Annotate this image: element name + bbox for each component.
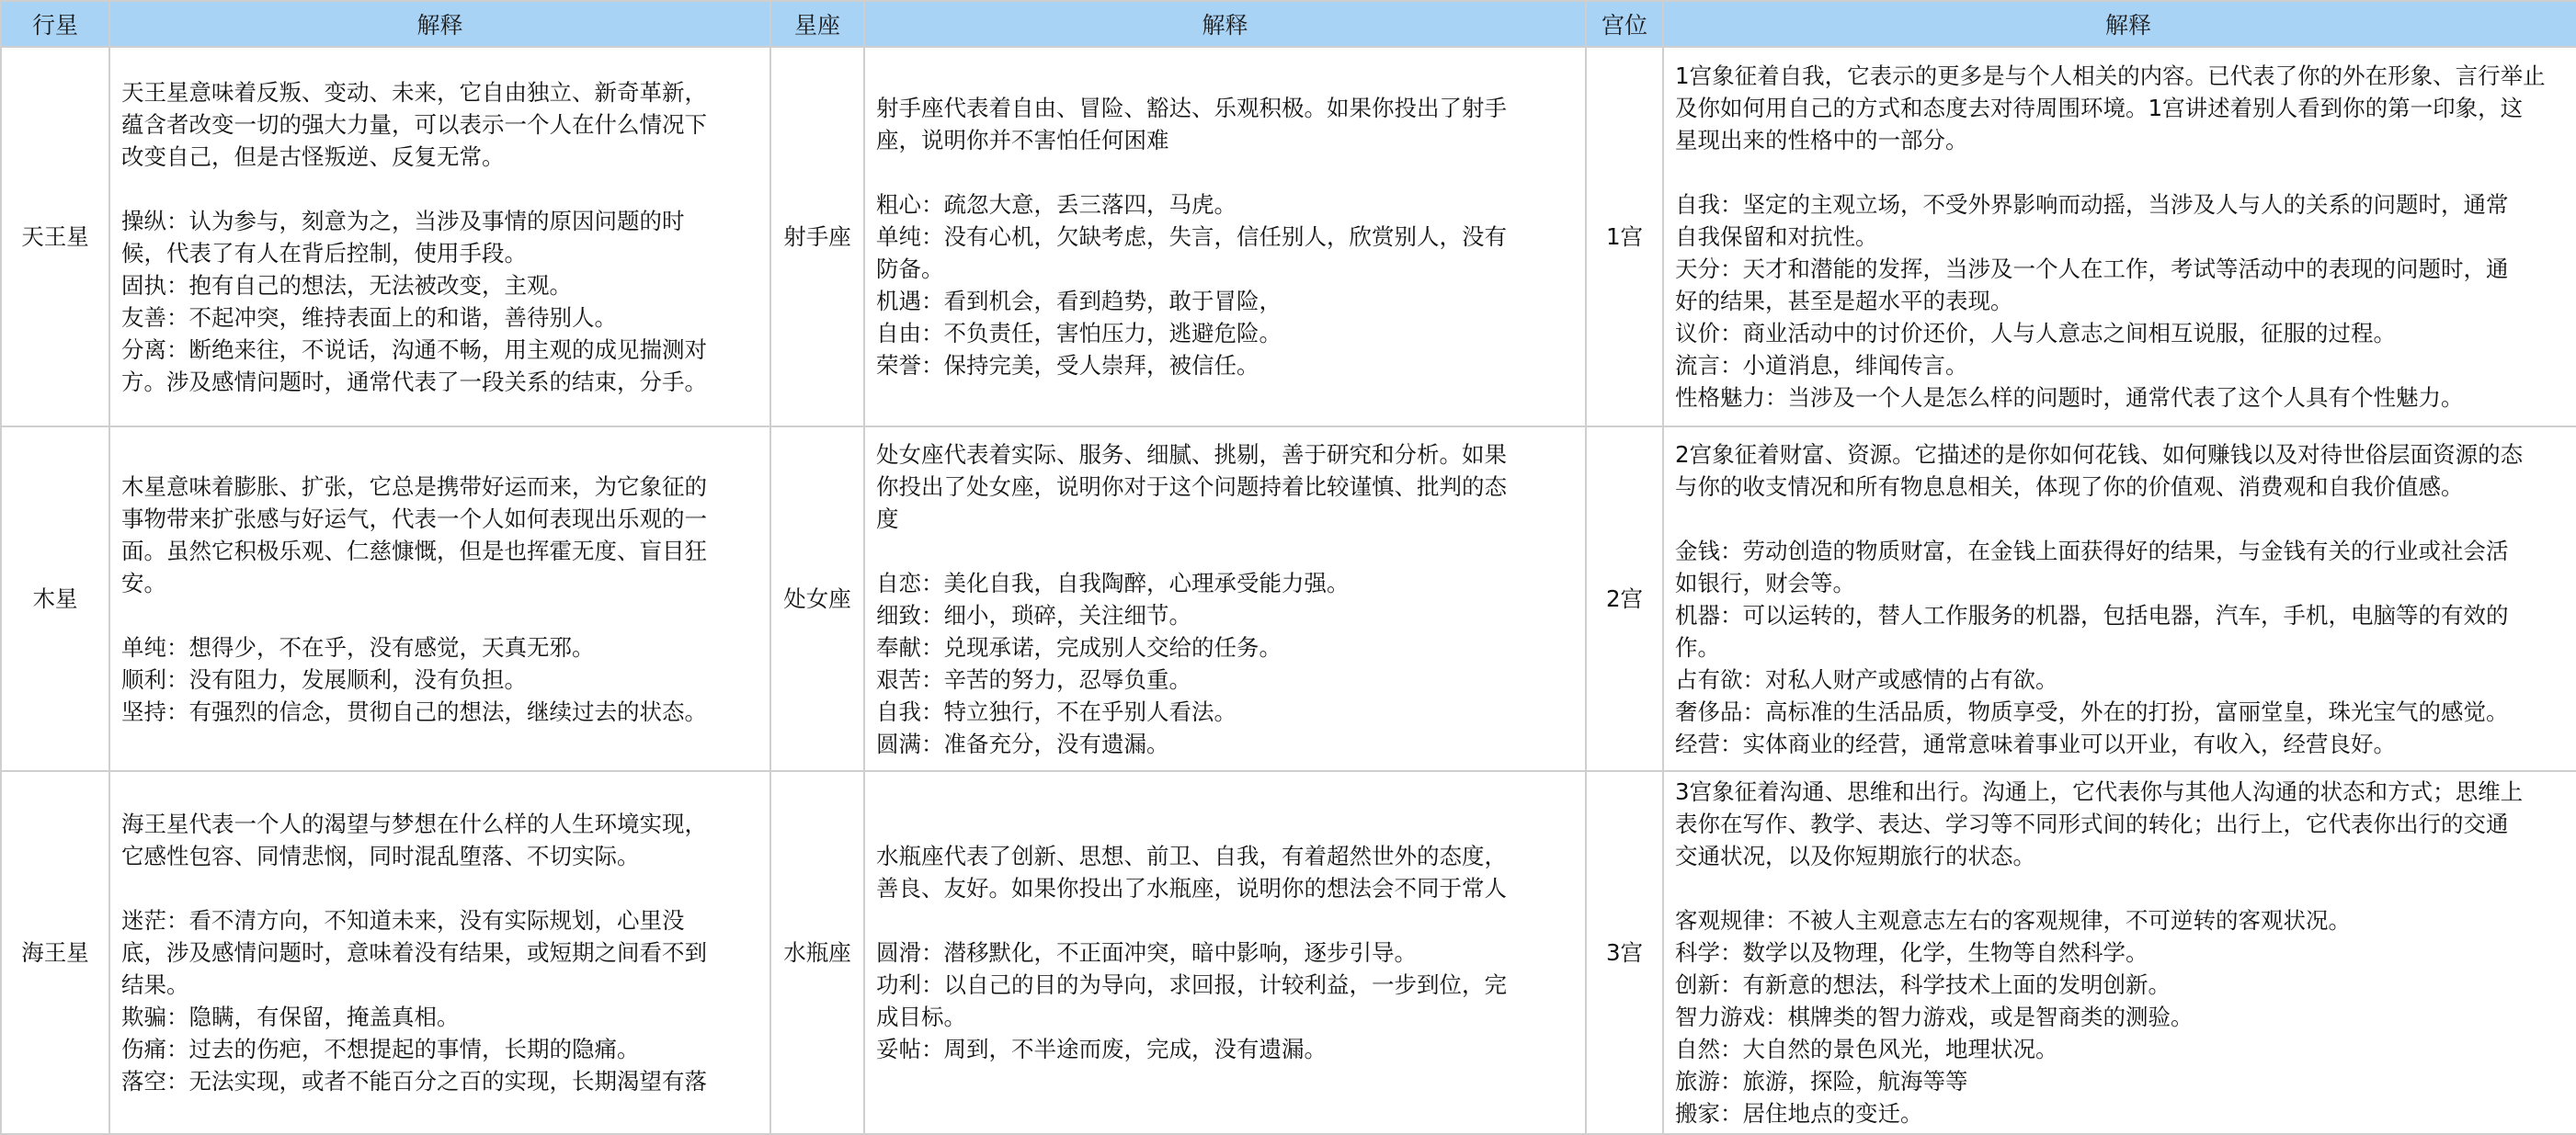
planet-cell[interactable]: 海王星 [1,771,109,1134]
header-house[interactable]: 宫位 [1586,1,1663,47]
header-planet[interactable]: 行星 [1,1,109,47]
header-sign[interactable]: 星座 [770,1,864,47]
house-explanation-cell[interactable]: 1宫象征着自我，它表示的更多是与个人相关的内容。已代表了你的外在形象、言行举止 及你如何用自己的方式和态度去对待周围环境。1宫讲述着别人看到你的第一印象，这 星现出来的性格中的一部分。 自我：坚定的主观立场，不受外界影响而动摇，当涉及人与人的关系的问题时，通常 自我保留和对抗性。 天分：天才和潜能的发挥，当涉及一个人在工作，考试等活动中的表现的问题时，通 好的结果，甚至是超水平的表现。 议价：商业活动中的讨价还价，人与人意志之间相互说服，征服的过程。 流言：小道消息，绯闻传言。 性格魅力：当涉及一个人是怎么样的问题时，通常代表了这个人具有个性魅力。 [1663,47,2576,426]
house-cell[interactable]: 1宫 [1586,47,1663,426]
sign-explanation-cell[interactable]: 射手座代表着自由、冒险、豁达、乐观积极。如果你投出了射手 座，说明你并不害怕任何困难 粗心：疏忽大意，丢三落四，马虎。 单纯：没有心机，欠缺考虑，失言，信任别人，欣赏别人，没有 防备。 机遇：看到机会，看到趋势，敢于冒险， 自由：不负责任，害怕压力，逃避危险。 荣誉：保持完美，受人崇拜，被信任。 [864,47,1586,426]
planet-explanation-cell[interactable]: 海王星代表一个人的渴望与梦想在什么样的人生环境实现， 它感性包容、同情悲悯，同时混乱堕落、不切实际。 迷茫：看不清方向，不知道未来，没有实际规划，心里没 底，涉及感情问题时，意味着没有结果，或短期之间看不到 结果。 欺骗：隐瞒，有保留，掩盖真相。 伤痛：过去的伤疤，不想提起的事情，长期的隐痛。 落空：无法实现，或者不能百分之百的实现，长期渴望有落 [109,771,770,1134]
sign-cell[interactable]: 处女座 [770,426,864,771]
header-sign-explanation[interactable]: 解释 [864,1,1586,47]
sign-explanation-cell[interactable]: 水瓶座代表了创新、思想、前卫、自我，有着超然世外的态度， 善良、友好。如果你投出了水瓶座，说明你的想法会不同于常人 圆滑：潜移默化，不正面冲突，暗中影响，逐步引导。 功利：以自己的目的为导向，求回报，计较利益，一步到位，完 成目标。 妥帖：周到，不半途而废，完成，没有遗漏。 [864,771,1586,1134]
house-explanation-cell[interactable]: 2宫象征着财富、资源。它描述的是你如何花钱、如何赚钱以及对待世俗层面资源的态 与你的收支情况和所有物息息相关，体现了你的价值观、消费观和自我价值感。 金钱：劳动创造的物质财富，在金钱上面获得好的结果，与金钱有关的行业或社会活 如银行，财会等。 机器：可以运转的，替人工作服务的机器，包括电器，汽车，手机，电脑等的有效的 作。 占有欲：对私人财产或感情的占有欲。 奢侈品：高标准的生活品质，物质享受，外在的打扮，富丽堂皇，珠光宝气的感觉。 经营：实体商业的经营，通常意味着事业可以开业，有收入，经营良好。 [1663,426,2576,771]
planet-explanation-cell[interactable]: 天王星意味着反叛、变动、未来，它自由独立、新奇革新， 蕴含者改变一切的强大力量，可以表示一个人在什么情况下 改变自己，但是古怪叛逆、反复无常。 操纵：认为参与，刻意为之，当涉及事情的原因问题的时 候，代表了有人在背后控制，使用手段。 固执：抱有自己的想法，无法被改变，主观。 友善：不起冲突，维持表面上的和谐，善待别人。 分离：断绝来往，不说话，沟通不畅，用主观的成见揣测对 方。涉及感情问题时，通常代表了一段关系的结束，分手。 [109,47,770,426]
planet-cell[interactable]: 木星 [1,426,109,771]
header-row [1,1,2576,47]
sign-cell[interactable]: 水瓶座 [770,771,864,1134]
sign-cell[interactable]: 射手座 [770,47,864,426]
table-row [1,426,2576,771]
table-row [1,771,2576,1134]
house-explanation-cell[interactable]: 3宫象征着沟通、思维和出行。沟通上，它代表你与其他人沟通的状态和方式；思维上 表你在写作、教学、表达、学习等不同形式间的转化；出行上，它代表你出行的交通 交通状况，以及你短期旅行的状态。 客观规律：不被人主观意志左右的客观规律，不可逆转的客观状况。 科学：数学以及物理，化学，生物等自然科学。 创新：有新意的想法，科学技术上面的发明创新。 智力游戏：棋牌类的智力游戏，或是智商类的测验。 自然：大自然的景色风光，地理状况。 旅游：旅游，探险，航海等等 搬家：居住地点的变迁。 [1663,771,2576,1134]
sign-explanation-cell[interactable]: 处女座代表着实际、服务、细腻、挑剔，善于研究和分析。如果 你投出了处女座，说明你对于这个问题持着比较谨慎、批判的态 度 自恋：美化自我，自我陶醉，心理承受能力强。 细致：细小，琐碎，关注细节。 奉献：兑现承诺，完成别人交给的任务。 艰苦：辛苦的努力，忍辱负重。 自我：特立独行，不在乎别人看法。 圆满：准备充分，没有遗漏。 [864,426,1586,771]
table-row [1,47,2576,426]
house-cell[interactable]: 3宫 [1586,771,1663,1134]
header-planet-explanation[interactable]: 解释 [109,1,770,47]
planet-cell[interactable]: 天王星 [1,47,109,426]
planet-explanation-cell[interactable]: 木星意味着膨胀、扩张，它总是携带好运而来，为它象征的 事物带来扩张感与好运气，代表一个人如何表现出乐观的一 面。虽然它积极乐观、仁慈慷慨，但是也挥霍无度、盲目狂 安。 单纯：想得少，不在乎，没有感觉，天真无邪。 顺利：没有阻力，发展顺利，没有负担。 坚持：有强烈的信念，贯彻自己的想法，继续过去的状态。 [109,426,770,771]
house-cell[interactable]: 2宫 [1586,426,1663,771]
header-house-explanation[interactable]: 解释 [1663,1,2576,47]
